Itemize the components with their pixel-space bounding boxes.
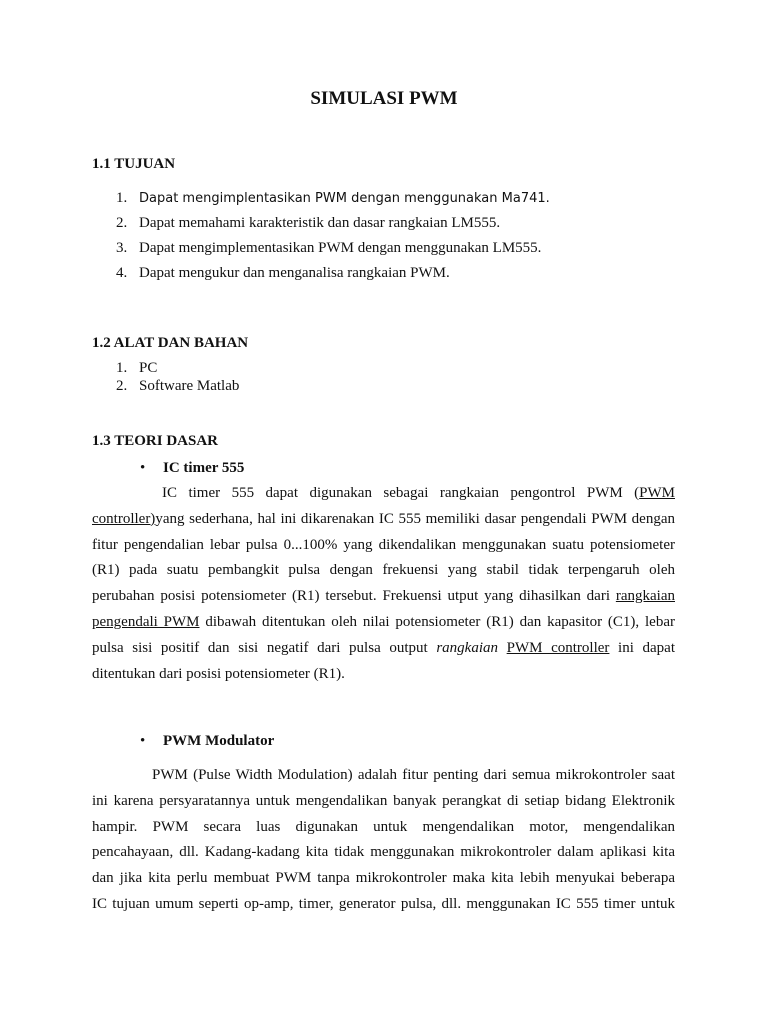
paragraph-line: dan jika kita perlu membuat PWM tanpa mikrokontroler maka kita lebih menyukai beberapa [92,870,675,887]
paragraph-ic-timer [92,481,675,687]
paragraph-line: hampir. PWM secara luas digunakan untuk mengendalikan motor, mengendalikan [92,818,675,835]
paragraph-pwm-modulator [92,763,675,918]
paragraph-line: ini karena persyaratannya untuk mengendalikan banyak perangkat di setiap bidang Elektronik [92,792,675,809]
paragraph-line: pengendali PWM dibawah ditentukan oleh nilai potensiometer (R1) dan kapasitor (C1), lebar [92,613,675,630]
paragraph-line: IC timer 555 dapat digunakan sebagai rangkaian pengontrol PWM (PWM [162,485,675,501]
list-number: 3. [116,240,128,256]
document-title: SIMULASI PWM [310,88,458,109]
list-text: Dapat mengimplentasikan PWM dengan menggunakan Ma741. [139,191,550,206]
bullet-icon: • [140,460,146,476]
section-heading-teori-dasar: 1.3 TEORI DASAR [92,433,218,449]
list-number: 1. [116,360,128,376]
paragraph-line: pulsa sisi positif dan sisi negatif dari pulsa output rangkaian PWM controller ini dapat [92,639,676,656]
section-heading-tujuan: 1.1 TUJUAN [92,156,176,172]
paragraph-line: ditentukan dari posisi potensiometer (R1). [92,665,345,682]
list-text: Dapat memahami karakteristik dan dasar rangkaian LM555. [139,215,501,231]
paragraph-line: controller)yang sederhana, hal ini dikarenakan IC 555 memiliki dasar pengendali PWM dengan [92,510,675,527]
bullet-icon: • [140,733,146,749]
paragraph-line: (R1) pada suatu pembangkit pulsa dengan frekuensi yang stabil tidak terpengaruh oleh [92,562,675,579]
list-text: PC [139,360,158,376]
list-text: Software Matlab [139,378,240,394]
section-heading-alat-bahan: 1.2 ALAT DAN BAHAN [92,335,249,351]
list-number: 2. [116,378,128,394]
list-number: 4. [116,265,128,281]
subsection-title: IC timer 555 [163,460,245,476]
paragraph-line: perubahan posisi potensiometer (R1) tersebut. Frekuensi utput yang dihasilkan dari rangkaian [92,588,675,605]
paragraph-line: fitur pengendalian lebar pulsa 0...100% yang dikendalikan menggunakan suatu potensiometer [92,536,675,553]
paragraph-line: PWM (Pulse Width Modulation) adalah fitur penting dari semua mikrokontroler saat [152,767,675,783]
paragraph-line: IC tujuan umum seperti op-amp, timer, generator pulsa, dll. menggunakan IC 555 timer untuk [92,895,675,912]
list-number: 2. [116,215,128,231]
paragraph-line: pencahayaan, dll. Kadang-kadang kita tidak menggunakan mikrokontroler dalam aplikasi kita [92,844,675,861]
list-text: Dapat mengukur dan menganalisa rangkaian PWM. [139,265,450,281]
subsection-title: PWM Modulator [163,733,275,749]
list-number: 1. [116,190,128,206]
list-text: Dapat mengimplementasikan PWM dengan menggunakan LM555. [139,240,542,256]
